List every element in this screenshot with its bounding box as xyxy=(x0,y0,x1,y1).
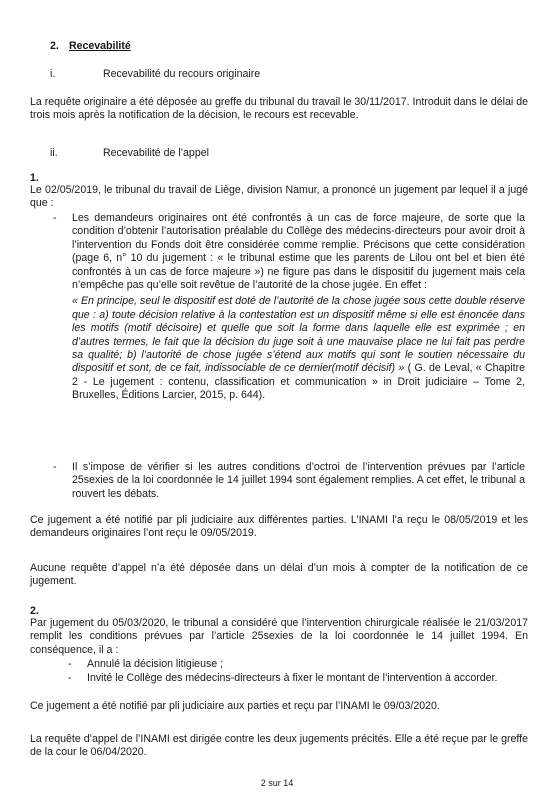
subheading-i-title: Recevabilité du recours originaire xyxy=(102,68,261,80)
list-item xyxy=(68,672,528,685)
bullet-dash: - xyxy=(53,212,57,224)
point-2-item-2: Invité le Collège des médecins-directeurs à fixer le montant de l’intervention à accorder. xyxy=(87,672,498,684)
point-2-number: 2. xyxy=(30,605,39,617)
paragraph-appeal: La requête d’appel de l’INAMI est dirigée contre les deux jugements précités. Elle a été reçue par le greffe de la cour le 06/04/2020. xyxy=(30,733,528,759)
section-heading xyxy=(50,40,131,53)
point-1-number: 1. xyxy=(30,172,39,184)
point-2-item-1: Annulé la décision litigieuse ; xyxy=(87,658,224,670)
paragraph-notification-1: Ce jugement a été notifié par pli judiciaire aux différentes parties. L’INAMI l’a reçu le 08/05/2019 et les demandeurs originaires l’ont reçu le 09/05/2019. xyxy=(30,514,528,540)
subheading-ii xyxy=(50,147,209,160)
point-1-intro: Le 02/05/2019, le tribunal du travail de Liège, division Namur, a prononcé un jugement par lequel il a jugé que : xyxy=(30,184,528,210)
list-item xyxy=(53,461,525,501)
paragraph-notification-2: Ce jugement a été notifié par pli judiciaire aux parties et reçu par l’INAMI le 09/03/2020. xyxy=(30,700,440,712)
list-item xyxy=(68,658,528,671)
bullet-dash: - xyxy=(68,672,72,684)
subheading-ii-numeral: ii. xyxy=(50,147,58,159)
section-title: Recevabilité xyxy=(68,40,131,52)
list-item xyxy=(53,212,525,403)
subheading-ii-title: Recevabilité de l’appel xyxy=(102,147,209,159)
quote-reference: ( G. de Leval, « Chapitre 2 - Le jugement : contenu, classification et communication » in Droit judiciaire – Tome 2, Bruxelles, Éditions Larcier, 2015, p. 644). xyxy=(72,362,526,402)
quote-block xyxy=(72,295,525,402)
bullet-dash: - xyxy=(53,461,57,473)
subheading-i xyxy=(50,68,260,81)
bullet-dash: - xyxy=(68,658,72,670)
section-number: 2. xyxy=(50,40,59,52)
bullet-1-text: Les demandeurs originaires ont été confrontés à un cas de force majeure, de sorte que la condition d’obtenir l’autorisation préalable du Collège des médecins-directeurs pour avoir droit à l’intervention du Fonds doit être considérée comme remplie. Précisons que cette considération (page 6, n° 10 du jugement : « le tribunal estime que les parents de Lilou ont bel et bien été confrontés à un cas de force majeure ») ne figure pas dans le dispositif du jugement mais cela n’empêche pas qu’elle soit revêtue de l’autorité de la chose jugée. En effet : xyxy=(72,212,525,292)
subheading-i-numeral: i. xyxy=(50,68,56,80)
page-number: 2 sur 14 xyxy=(260,778,294,788)
quote-italic: « En principe, seul le dispositif est doté de l’autorité de la chose jugée sous cette double réserve que : a) toute décision relative à la contestation est un dispositif même si elle est énoncée dans les motifs (motif décisoire) et quelle que soit la forme dans laquelle elle est exprimée ; en d’autres termes, le fait que la décision du juge soit à une mauvaise place ne lui fait pas perdre sa qualité; b) l’autorité de chose jugée s’étend aux motifs qui sont le soutien nécessaire du dispositif et sont, de ce fait, indissociable de ce dernier(motif décisif) » xyxy=(72,295,525,375)
point-2-intro: Par jugement du 05/03/2020, le tribunal a considéré que l’intervention chirurgicale réalisée le 21/03/2017 remplit les conditions prévues par l’article 25sexies de la loi coordonnée le 14 juillet 1994. En conséquence, il a : xyxy=(30,617,528,656)
paragraph-recours-originaire: La requête originaire a été déposée au greffe du tribunal du travail le 30/11/2017. Introduit dans le délai de trois mois après la notification de la décision, le recours est recevable. xyxy=(30,96,528,122)
bullet-2-text: Il s’impose de vérifier si les autres conditions d’octroi de l’intervention prévues par l’article 25sexies de la loi coordonnée le 14 juillet 1994 sont également remplies. A cet effet, le tribunal a rouvert les débats. xyxy=(72,461,525,500)
paragraph-no-appeal: Aucune requête d’appel n’a été déposée dans un délai d’un mois à compter de la notification de ce jugement. xyxy=(30,562,528,588)
